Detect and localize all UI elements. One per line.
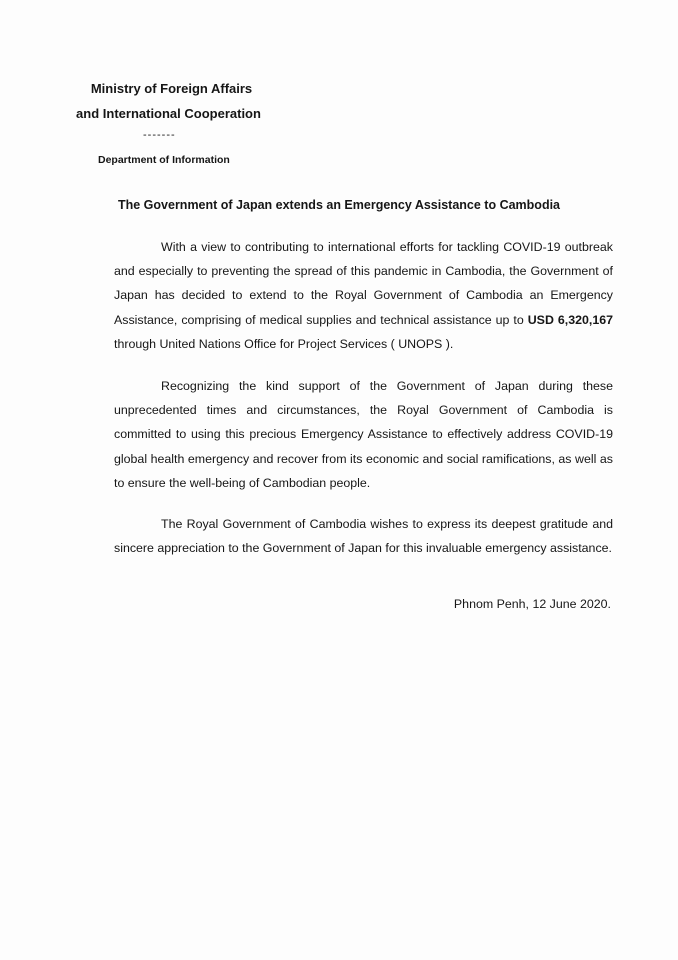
body-paragraph-1 <box>114 235 613 356</box>
body-paragraph-2: Recognizing the kind support of the Government of Japan during these unprecedented times and circumstances, the Royal Government of Cambodia is committed to using this precious Emergency Assistance to effectively address COVID-19 global health emergency and recover from its economic and social ramifications, as well as to ensure the well-being of Cambodian people. <box>114 379 613 490</box>
paragraph-1-text-end: through United Nations Office for Project Services ( UNOPS ). <box>114 336 454 351</box>
place-and-date: Phnom Penh, 12 June 2020. <box>453 597 611 611</box>
ministry-name-line1: Ministry of Foreign Affairs <box>90 81 253 96</box>
body-paragraph-3: The Royal Government of Cambodia wishes to express its deepest gratitude and sincere appreciation to the Government of Japan for this invaluable emergency assistance. <box>114 517 613 556</box>
header-separator: ------- <box>143 129 176 141</box>
ministry-name-line2: and International Cooperation <box>76 106 261 121</box>
assistance-amount: USD 6,320,167 <box>527 312 613 327</box>
paragraph-1-text-start: With a view to contributing to international efforts for tackling COVID-19 outbreak and especially to preventing the spread of this pandemic in Cambodia, the Government of Japan has decided to extend to the Royal Government of Cambodia an Emergency Assistance, comprising of medical supplies and technical assistance up to <box>114 240 613 327</box>
department-name: Department of Information <box>98 154 230 166</box>
document-title: The Government of Japan extends an Emergency Assistance to Cambodia <box>117 198 561 212</box>
